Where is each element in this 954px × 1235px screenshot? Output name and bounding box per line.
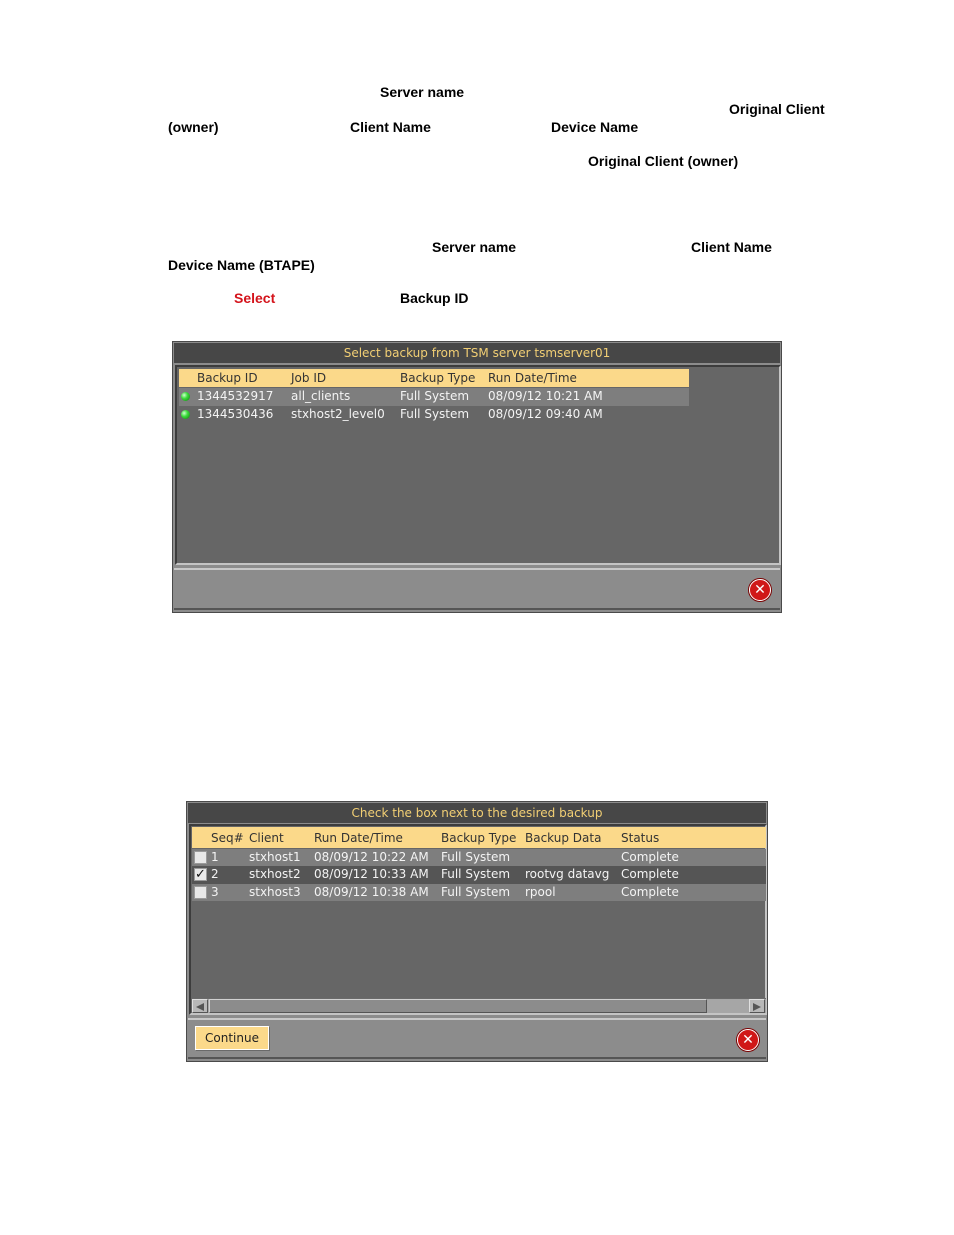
close-icon[interactable]: ✕ [737,1029,759,1051]
check-backup-dialog [186,801,768,1062]
col-job-id[interactable]: Job ID [291,371,327,385]
run-datetime-cell: 08/09/12 10:33 AM [314,867,429,881]
col-backup-data[interactable]: Backup Data [525,831,602,845]
status-green-icon [181,392,190,401]
status-green-icon [181,410,190,419]
close-icon[interactable]: ✕ [749,579,771,601]
client-cell: stxhost1 [249,850,301,864]
table-row[interactable] [179,406,689,424]
col-client[interactable]: Client [249,831,284,845]
col-backup-type[interactable]: Backup Type [441,831,517,845]
seq-cell: 1 [211,850,219,864]
col-seq[interactable]: Seq# [211,831,244,845]
col-status[interactable]: Status [621,831,660,845]
run-datetime-cell: 08/09/12 10:38 AM [314,885,429,899]
row-checkbox-checked[interactable]: ✓ [195,867,206,882]
client-cell: stxhost3 [249,885,301,899]
status-cell: Complete [621,850,679,864]
seq-cell: 3 [211,885,219,899]
backup-id-cell: 1344530436 [197,407,274,421]
table-header [179,369,689,387]
table-row[interactable] [192,884,766,901]
continue-button[interactable]: Continue [195,1026,269,1050]
backup-id-cell: 1344532917 [197,389,274,403]
col-run-datetime[interactable]: Run Date/Time [488,371,577,385]
row-checkbox[interactable] [194,886,207,899]
scrollbar-thumb[interactable] [209,999,707,1013]
backup-data-cell: rpool [525,885,556,899]
horizontal-scrollbar[interactable] [192,998,766,1013]
table-row[interactable] [179,388,689,406]
col-backup-id[interactable]: Backup ID [197,371,258,385]
job-id-cell: all_clients [291,389,351,403]
col-run-datetime[interactable]: Run Date/Time [314,831,403,845]
dialog-footer [174,568,780,610]
select-backup-dialog [172,341,782,613]
backup-type-cell: Full System [441,850,511,864]
run-datetime-cell: 08/09/12 10:22 AM [314,850,429,864]
dialog-title: Select backup from TSM server tsmserver01 [174,343,780,363]
status-cell: Complete [621,867,679,881]
dialog-footer [188,1018,766,1059]
device-name-keyword: Device Name [551,119,639,135]
backup-check-list-pane [189,824,767,1015]
original-client-keyword: Original Client [729,101,825,117]
device-name-btape-keyword: Device Name (BTAPE) [168,257,315,273]
select-keyword: Select [234,290,276,306]
table-row[interactable] [192,849,766,866]
backup-type-cell: Full System [400,407,470,421]
backup-type-cell: Full System [400,389,470,403]
client-name-keyword-2: Client Name [691,239,772,255]
row-checkbox[interactable] [194,851,207,864]
backup-id-keyword: Backup ID [400,290,469,306]
backup-type-cell: Full System [441,867,511,881]
seq-cell: 2 [211,867,219,881]
scroll-right-icon[interactable] [749,999,765,1013]
server-name-keyword: Server name [380,84,465,100]
client-cell: stxhost2 [249,867,301,881]
col-backup-type[interactable]: Backup Type [400,371,476,385]
table-header [192,827,766,848]
backup-list-pane [175,365,781,565]
original-client-owner-keyword: Original Client (owner) [588,153,739,169]
client-name-keyword: Client Name [350,119,431,135]
backup-type-cell: Full System [441,885,511,899]
scroll-left-icon[interactable] [192,999,208,1013]
run-datetime-cell: 08/09/12 10:21 AM [488,389,603,403]
backup-data-cell: rootvg datavg [525,867,610,881]
job-id-cell: stxhost2_level0 [291,407,385,421]
owner-keyword: (owner) [168,119,219,135]
status-cell: Complete [621,885,679,899]
table-row[interactable] [192,866,766,884]
run-datetime-cell: 08/09/12 09:40 AM [488,407,603,421]
server-name-keyword-2: Server name [432,239,517,255]
dialog-title: Check the box next to the desired backup [188,803,766,823]
